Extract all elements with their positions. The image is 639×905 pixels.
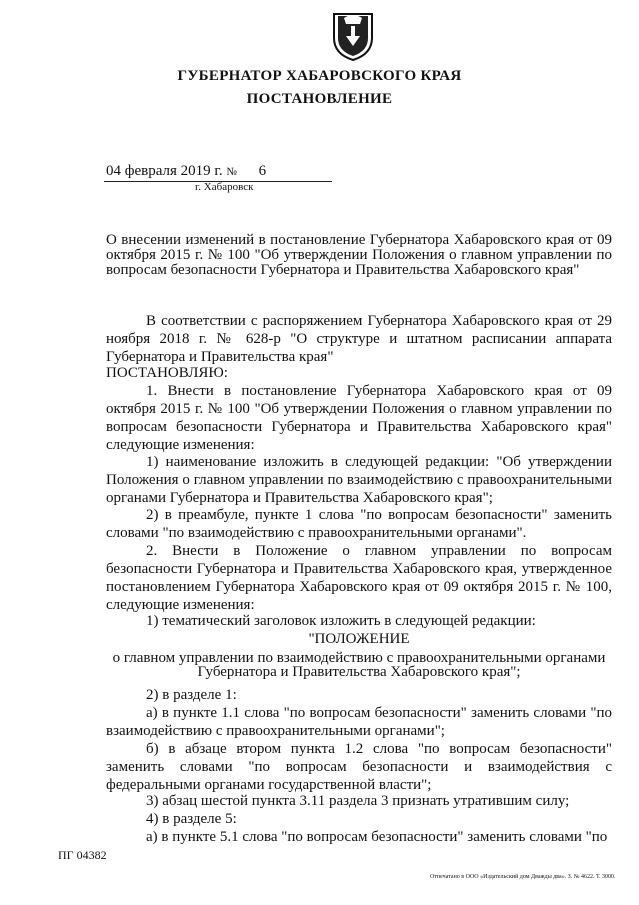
document-city: г. Хабаровск [195,181,254,193]
clause-2-4-a: а) в пункте 5.1 слова "по вопросам безопасности" заменить словами "по [146,829,608,845]
form-code: ПГ 04382 [58,848,107,862]
preamble: В соответствии с распоряжением Губернатора Хабаровского края от 29 ноября 2018 г. № 628-р "О структуре и штатном расписании аппарата Губернатора и Правительства края" [106,313,612,365]
clause-2-2: 2) в разделе 1: [146,687,237,703]
resolve-word: ПОСТАНОВЛЯЮ: [106,365,228,381]
clause-2-2-b: б) в абзаце втором пункта 1.2 слова "по вопросам безопасности" заменить словами "по вопросам безопасности и взаимодействия с федеральными органами государственной власти"; [106,741,612,793]
clause-1: 1. Внести в постановление Губернатора Хабаровского края от 09 октября 2015 г. № 100 "Об утверждении Положения о главном управлении по вопросам безопасности Губернатора и Правительства Хабаровского края" следующие изменения: [106,383,612,453]
number-label: № [226,166,237,178]
regulation-heading-sub: о главном управлении по взаимодействию с правоохранительными органами Губернатора и Правительства Хабаровского края"; [112,650,606,680]
document-subject: О внесении изменений в постановление Губернатора Хабаровского края от 09 октября 2015 г. № 100 "Об утверждении Положения о главном управлении по вопросам безопасности Губернатора и Правительства Хабаровского края" [106,232,612,278]
clause-2-4: 4) в разделе 5: [146,811,237,827]
clause-1-1: 1) наименование изложить в следующей редакции: "Об утверждении Положения о главном управлении по взаимодействию с правоохранительными органами Губернатора и Правительства Хабаровского края"; [106,454,612,506]
clause-2-3: 3) абзац шестой пункта 3.11 раздела 3 признать утратившим силу; [146,793,570,809]
printer-imprint: Отпечатано в ООО «Издательский дом Дважды два». З. № 4622. Т. 3000. [430,874,616,880]
document-number: 6 [258,163,267,179]
clause-2: 2. Внести в Положение о главном управлении по вопросам безопасности Губернатора и Правительства Хабаровского края, утвержденное постановлением Губернатора Хабаровского края от 09 октября 2015 г. № 100, следующие изменения: [106,543,612,613]
document-date: 04 февраля 2019 г. [106,163,223,179]
coat-of-arms-emblem [330,6,376,62]
document-type: ПОСТАНОВЛЕНИЕ [246,91,393,107]
clause-2-1: 1) тематический заголовок изложить в следующей редакции: [146,613,536,629]
regulation-heading: "ПОЛОЖЕНИЕ [308,631,410,647]
clause-1-2: 2) в преамбуле, пункте 1 слова "по вопросам безопасности" заменить словами "по взаимодействию с правоохранительными органами". [106,507,612,541]
clause-2-2-a: а) в пункте 1.1 слова "по вопросам безопасности" заменить словами "по взаимодействию с правоохранительными органами"; [106,705,612,739]
issuer-title: ГУБЕРНАТОР ХАБАРОВСКОГО КРАЯ [177,68,462,84]
document-date-number [106,163,266,180]
